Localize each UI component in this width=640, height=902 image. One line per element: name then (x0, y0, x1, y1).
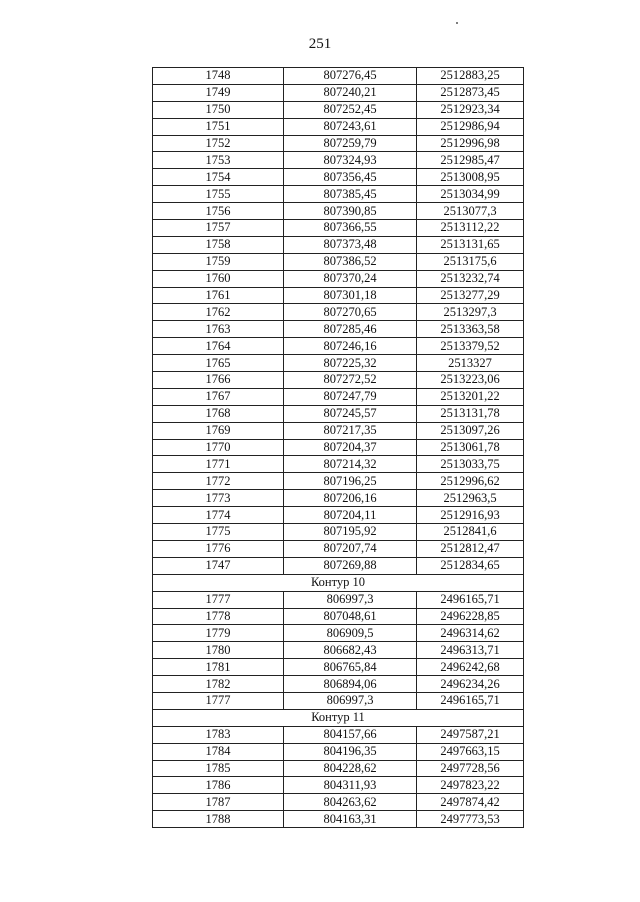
point-number-cell: 1770 (153, 439, 284, 456)
x-coordinate-cell: 807214,32 (284, 456, 417, 473)
y-coordinate-cell: 2513327 (417, 355, 524, 372)
table-row (153, 118, 524, 135)
x-coordinate-cell: 804196,35 (284, 743, 417, 760)
y-coordinate-cell: 2497663,15 (417, 743, 524, 760)
table-row (153, 338, 524, 355)
table-row (153, 608, 524, 625)
x-coordinate-cell: 807048,61 (284, 608, 417, 625)
point-number-cell: 1768 (153, 405, 284, 422)
coordinates-table (152, 67, 524, 828)
table-row (153, 625, 524, 642)
table-row (153, 811, 524, 828)
table-row (153, 253, 524, 270)
y-coordinate-cell: 2513175,6 (417, 253, 524, 270)
point-number-cell: 1756 (153, 203, 284, 220)
table-row (153, 68, 524, 85)
point-number-cell: 1762 (153, 304, 284, 321)
scan-speck (456, 22, 458, 24)
table-row (153, 473, 524, 490)
x-coordinate-cell: 806682,43 (284, 642, 417, 659)
table-row (153, 490, 524, 507)
table-row (153, 388, 524, 405)
y-coordinate-cell: 2497587,21 (417, 726, 524, 743)
table-row (153, 659, 524, 676)
point-number-cell: 1782 (153, 676, 284, 693)
y-coordinate-cell: 2496234,26 (417, 676, 524, 693)
coordinates-table-body (153, 68, 524, 828)
y-coordinate-cell: 2496314,62 (417, 625, 524, 642)
x-coordinate-cell: 807276,45 (284, 68, 417, 85)
point-number-cell: 1759 (153, 253, 284, 270)
point-number-cell: 1752 (153, 135, 284, 152)
table-row (153, 135, 524, 152)
y-coordinate-cell: 2512916,93 (417, 507, 524, 524)
x-coordinate-cell: 807207,74 (284, 540, 417, 557)
table-row (153, 540, 524, 557)
y-coordinate-cell: 2512834,65 (417, 557, 524, 574)
table-row (153, 84, 524, 101)
y-coordinate-cell: 2513033,75 (417, 456, 524, 473)
point-number-cell: 1761 (153, 287, 284, 304)
x-coordinate-cell: 807390,85 (284, 203, 417, 220)
table-row (153, 692, 524, 709)
point-number-cell: 1776 (153, 540, 284, 557)
point-number-cell: 1758 (153, 236, 284, 253)
point-number-cell: 1786 (153, 777, 284, 794)
y-coordinate-cell: 2513077,3 (417, 203, 524, 220)
x-coordinate-cell: 807301,18 (284, 287, 417, 304)
y-coordinate-cell: 2497728,56 (417, 760, 524, 777)
point-number-cell: 1765 (153, 355, 284, 372)
point-number-cell: 1774 (153, 507, 284, 524)
x-coordinate-cell: 807270,65 (284, 304, 417, 321)
point-number-cell: 1783 (153, 726, 284, 743)
x-coordinate-cell: 804263,62 (284, 794, 417, 811)
point-number-cell: 1773 (153, 490, 284, 507)
y-coordinate-cell: 2497823,22 (417, 777, 524, 794)
point-number-cell: 1767 (153, 388, 284, 405)
table-row (153, 642, 524, 659)
y-coordinate-cell: 2513379,52 (417, 338, 524, 355)
y-coordinate-cell: 2512812,47 (417, 540, 524, 557)
table-row (153, 321, 524, 338)
point-number-cell: 1778 (153, 608, 284, 625)
y-coordinate-cell: 2513297,3 (417, 304, 524, 321)
point-number-cell: 1780 (153, 642, 284, 659)
x-coordinate-cell: 807240,21 (284, 84, 417, 101)
y-coordinate-cell: 2513061,78 (417, 439, 524, 456)
x-coordinate-cell: 804311,93 (284, 777, 417, 794)
point-number-cell: 1785 (153, 760, 284, 777)
x-coordinate-cell: 807386,52 (284, 253, 417, 270)
section-label: Контур 11 (153, 709, 524, 726)
x-coordinate-cell: 807252,45 (284, 101, 417, 118)
table-row (153, 524, 524, 541)
point-number-cell: 1757 (153, 220, 284, 237)
y-coordinate-cell: 2497773,53 (417, 811, 524, 828)
y-coordinate-cell: 2512873,45 (417, 84, 524, 101)
x-coordinate-cell: 807324,93 (284, 152, 417, 169)
point-number-cell: 1747 (153, 557, 284, 574)
table-row (153, 794, 524, 811)
point-number-cell: 1766 (153, 372, 284, 389)
y-coordinate-cell: 2513201,22 (417, 388, 524, 405)
table-row (153, 355, 524, 372)
x-coordinate-cell: 807272,52 (284, 372, 417, 389)
y-coordinate-cell: 2513097,26 (417, 422, 524, 439)
y-coordinate-cell: 2512996,62 (417, 473, 524, 490)
x-coordinate-cell: 807385,45 (284, 186, 417, 203)
y-coordinate-cell: 2512883,25 (417, 68, 524, 85)
x-coordinate-cell: 807243,61 (284, 118, 417, 135)
x-coordinate-cell: 806894,06 (284, 676, 417, 693)
table-row (153, 287, 524, 304)
y-coordinate-cell: 2496313,71 (417, 642, 524, 659)
point-number-cell: 1754 (153, 169, 284, 186)
point-number-cell: 1769 (153, 422, 284, 439)
x-coordinate-cell: 807247,79 (284, 388, 417, 405)
table-row (153, 507, 524, 524)
y-coordinate-cell: 2512985,47 (417, 152, 524, 169)
x-coordinate-cell: 807356,45 (284, 169, 417, 186)
x-coordinate-cell: 807373,48 (284, 236, 417, 253)
table-row (153, 760, 524, 777)
y-coordinate-cell: 2512923,34 (417, 101, 524, 118)
x-coordinate-cell: 807204,11 (284, 507, 417, 524)
page-number: 251 (308, 36, 332, 52)
x-coordinate-cell: 804163,31 (284, 811, 417, 828)
point-number-cell: 1775 (153, 524, 284, 541)
table-row (153, 101, 524, 118)
table-row (153, 152, 524, 169)
point-number-cell: 1772 (153, 473, 284, 490)
x-coordinate-cell: 807246,16 (284, 338, 417, 355)
x-coordinate-cell: 807196,25 (284, 473, 417, 490)
table-row (153, 422, 524, 439)
y-coordinate-cell: 2512996,98 (417, 135, 524, 152)
x-coordinate-cell: 806909,5 (284, 625, 417, 642)
y-coordinate-cell: 2513277,29 (417, 287, 524, 304)
table-row (153, 405, 524, 422)
table-row (153, 304, 524, 321)
point-number-cell: 1763 (153, 321, 284, 338)
point-number-cell: 1777 (153, 692, 284, 709)
x-coordinate-cell: 804228,62 (284, 760, 417, 777)
table-row (153, 456, 524, 473)
point-number-cell: 1750 (153, 101, 284, 118)
table-row (153, 676, 524, 693)
table-row (153, 439, 524, 456)
point-number-cell: 1760 (153, 270, 284, 287)
y-coordinate-cell: 2496228,85 (417, 608, 524, 625)
point-number-cell: 1787 (153, 794, 284, 811)
table-row (153, 203, 524, 220)
point-number-cell: 1779 (153, 625, 284, 642)
x-coordinate-cell: 807285,46 (284, 321, 417, 338)
point-number-cell: 1753 (153, 152, 284, 169)
table-row (153, 777, 524, 794)
y-coordinate-cell: 2513131,78 (417, 405, 524, 422)
section-label: Контур 10 (153, 574, 524, 591)
y-coordinate-cell: 2513363,58 (417, 321, 524, 338)
y-coordinate-cell: 2513008,95 (417, 169, 524, 186)
point-number-cell: 1777 (153, 591, 284, 608)
y-coordinate-cell: 2496165,71 (417, 692, 524, 709)
x-coordinate-cell: 807269,88 (284, 557, 417, 574)
y-coordinate-cell: 2513034,99 (417, 186, 524, 203)
point-number-cell: 1781 (153, 659, 284, 676)
y-coordinate-cell: 2513223,06 (417, 372, 524, 389)
point-number-cell: 1749 (153, 84, 284, 101)
point-number-cell: 1751 (153, 118, 284, 135)
x-coordinate-cell: 806997,3 (284, 692, 417, 709)
section-header-row (153, 709, 524, 726)
table-row (153, 169, 524, 186)
table-row (153, 743, 524, 760)
point-number-cell: 1755 (153, 186, 284, 203)
x-coordinate-cell: 807366,55 (284, 220, 417, 237)
x-coordinate-cell: 807217,35 (284, 422, 417, 439)
point-number-cell: 1764 (153, 338, 284, 355)
table-row (153, 186, 524, 203)
x-coordinate-cell: 804157,66 (284, 726, 417, 743)
y-coordinate-cell: 2512963,5 (417, 490, 524, 507)
point-number-cell: 1784 (153, 743, 284, 760)
y-coordinate-cell: 2512986,94 (417, 118, 524, 135)
x-coordinate-cell: 807259,79 (284, 135, 417, 152)
table-row (153, 220, 524, 237)
x-coordinate-cell: 807370,24 (284, 270, 417, 287)
point-number-cell: 1748 (153, 68, 284, 85)
x-coordinate-cell: 807204,37 (284, 439, 417, 456)
x-coordinate-cell: 807225,32 (284, 355, 417, 372)
point-number-cell: 1771 (153, 456, 284, 473)
y-coordinate-cell: 2496165,71 (417, 591, 524, 608)
section-header-row (153, 574, 524, 591)
y-coordinate-cell: 2513112,22 (417, 220, 524, 237)
y-coordinate-cell: 2496242,68 (417, 659, 524, 676)
table-row (153, 372, 524, 389)
y-coordinate-cell: 2512841,6 (417, 524, 524, 541)
table-row (153, 591, 524, 608)
x-coordinate-cell: 806997,3 (284, 591, 417, 608)
table-row (153, 726, 524, 743)
table-row (153, 236, 524, 253)
x-coordinate-cell: 807206,16 (284, 490, 417, 507)
x-coordinate-cell: 807245,57 (284, 405, 417, 422)
x-coordinate-cell: 807195,92 (284, 524, 417, 541)
table-row (153, 270, 524, 287)
point-number-cell: 1788 (153, 811, 284, 828)
x-coordinate-cell: 806765,84 (284, 659, 417, 676)
y-coordinate-cell: 2513232,74 (417, 270, 524, 287)
y-coordinate-cell: 2497874,42 (417, 794, 524, 811)
y-coordinate-cell: 2513131,65 (417, 236, 524, 253)
table-row (153, 557, 524, 574)
